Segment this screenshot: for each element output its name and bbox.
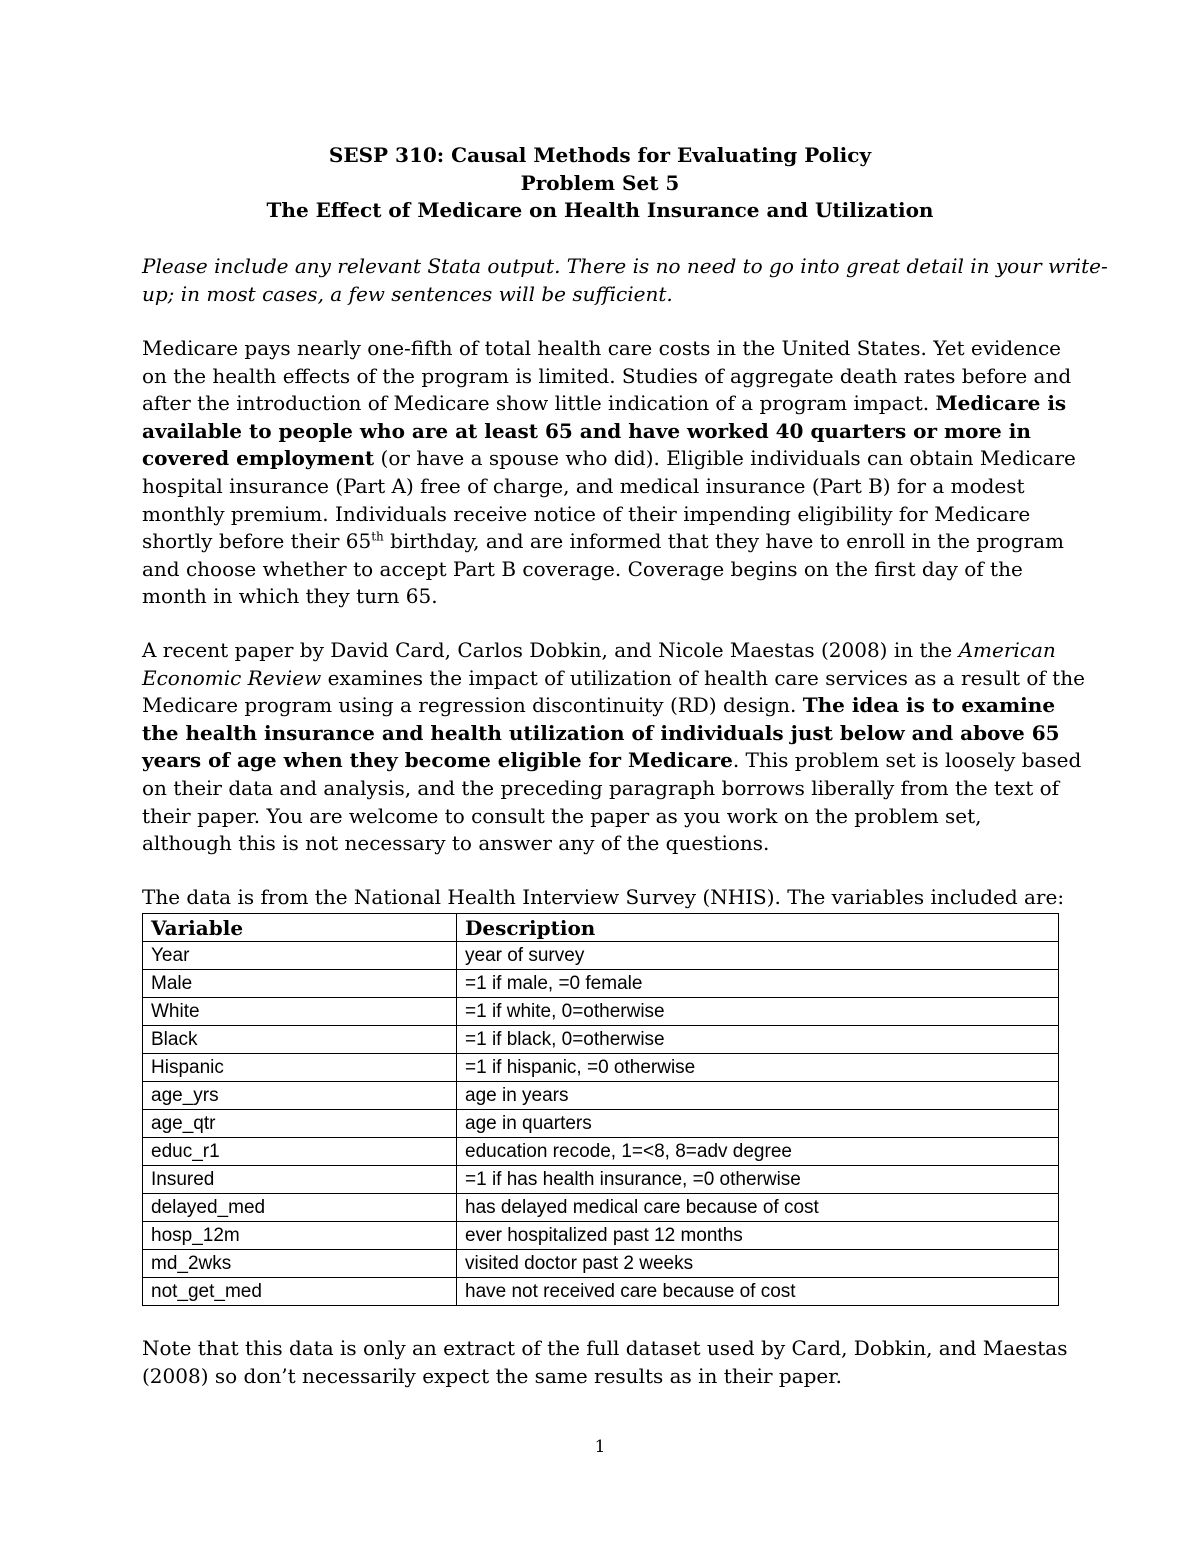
table-row bbox=[143, 942, 1059, 970]
table-row bbox=[143, 1222, 1059, 1250]
table-row bbox=[143, 970, 1059, 998]
paragraph-line: on their data and analysis, and the preceding paragraph borrows liberally from the text of bbox=[142, 775, 1060, 800]
table-row bbox=[143, 1278, 1059, 1306]
instructions-line: up; in most cases, a few sentences will be sufficient. bbox=[142, 281, 673, 306]
variable-cell: md_2wks bbox=[143, 1250, 457, 1278]
paper-description-paragraph bbox=[142, 637, 1085, 858]
paragraph-line: (2008) so don’t necessarily expect the same results as in their paper. bbox=[142, 1363, 842, 1388]
journal-name: American bbox=[958, 638, 1056, 662]
description-cell: age in years bbox=[457, 1082, 1059, 1110]
variable-cell: Hispanic bbox=[143, 1054, 457, 1082]
course-title: SESP 310: Causal Methods for Evaluating Policy bbox=[328, 143, 872, 167]
paragraph-line: hospital insurance (Part A) free of charge, and medical insurance (Part B) for a modest bbox=[142, 473, 1025, 498]
table-row bbox=[143, 1250, 1059, 1278]
variable-cell: Male bbox=[143, 970, 457, 998]
note-paragraph bbox=[142, 1335, 1068, 1390]
bold-text: years of age when they become eligible for Medicare bbox=[142, 748, 733, 773]
paragraph-line: A recent paper by David Card, Carlos Dobkin, and Nicole Maestas (2008) in the American bbox=[142, 638, 1056, 662]
variable-cell: age_qtr bbox=[143, 1110, 457, 1138]
variable-cell: age_yrs bbox=[143, 1082, 457, 1110]
variable-cell: educ_r1 bbox=[143, 1138, 457, 1166]
medicare-intro-paragraph bbox=[142, 335, 1076, 611]
problem-set-subtitle: The Effect of Medicare on Health Insurance and Utilization bbox=[266, 198, 934, 222]
paragraph-line: the health insurance and health utilization of individuals just below and above 65 bbox=[142, 720, 1060, 745]
variable-cell: Insured bbox=[143, 1166, 457, 1194]
table-row bbox=[143, 1166, 1059, 1194]
variable-cell: not_get_med bbox=[143, 1278, 457, 1306]
description-cell: age in quarters bbox=[457, 1110, 1059, 1138]
table-row bbox=[143, 998, 1059, 1026]
variable-cell: hosp_12m bbox=[143, 1222, 457, 1250]
paragraph-line: monthly premium. Individuals receive notice of their impending eligibility for Medicare bbox=[142, 501, 1031, 526]
paragraph-line: after the introduction of Medicare show little indication of a program impact. Medicare is bbox=[142, 391, 1067, 416]
paragraph-line: covered employment (or have a spouse who did). Eligible individuals can obtain Medicare bbox=[142, 446, 1076, 471]
variable-cell: Black bbox=[143, 1026, 457, 1054]
description-cell: have not received care because of cost bbox=[457, 1278, 1059, 1306]
description-cell: has delayed medical care because of cost bbox=[457, 1194, 1059, 1222]
title-block bbox=[0, 142, 1200, 225]
instructions-line: Please include any relevant Stata output. There is no need to go into great detail in your write- bbox=[142, 254, 1108, 278]
table-header-row bbox=[143, 914, 1059, 942]
paragraph-line: Medicare pays nearly one-fifth of total health care costs in the United States. Yet evidence bbox=[142, 336, 1061, 360]
table-row bbox=[143, 1026, 1059, 1054]
table-row bbox=[143, 1082, 1059, 1110]
table-row bbox=[143, 1110, 1059, 1138]
description-cell: visited doctor past 2 weeks bbox=[457, 1250, 1059, 1278]
paragraph-line: and choose whether to accept Part B coverage. Coverage begins on the first day of the bbox=[142, 556, 1023, 581]
description-cell: =1 if male, =0 female bbox=[457, 970, 1059, 998]
description-cell: =1 if hispanic, =0 otherwise bbox=[457, 1054, 1059, 1082]
bold-text: covered employment bbox=[142, 446, 375, 471]
paragraph-line: their paper. You are welcome to consult the paper as you work on the problem set, bbox=[142, 803, 982, 828]
column-header-variable: Variable bbox=[143, 914, 457, 942]
description-cell: education recode, 1=<8, 8=adv degree bbox=[457, 1138, 1059, 1166]
description-cell: =1 if black, 0=otherwise bbox=[457, 1026, 1059, 1054]
paragraph-line: Economic Review examines the impact of utilization of health care services as a result of the bbox=[142, 665, 1085, 690]
paragraph-line: on the health effects of the program is limited. Studies of aggregate death rates before and bbox=[142, 363, 1072, 388]
page-number: 1 bbox=[594, 1437, 606, 1457]
column-header-description: Description bbox=[457, 914, 1059, 942]
description-cell: =1 if has health insurance, =0 otherwise bbox=[457, 1166, 1059, 1194]
table-row bbox=[143, 1054, 1059, 1082]
instructions-paragraph bbox=[142, 253, 1108, 308]
paragraph-line: years of age when they become eligible for Medicare. This problem set is loosely based bbox=[142, 748, 1082, 773]
variable-cell: delayed_med bbox=[143, 1194, 457, 1222]
table-row bbox=[143, 1194, 1059, 1222]
table-row bbox=[143, 1138, 1059, 1166]
paragraph-line: Note that this data is only an extract of the full dataset used by Card, Dobkin, and Maestas bbox=[142, 1336, 1068, 1360]
bold-text: Medicare is bbox=[935, 391, 1067, 416]
variables-table bbox=[142, 913, 1059, 1306]
journal-name: Economic Review bbox=[142, 665, 322, 690]
paragraph-line: month in which they turn 65. bbox=[142, 584, 438, 609]
description-cell: =1 if white, 0=otherwise bbox=[457, 998, 1059, 1026]
paragraph-line: shortly before their 65th birthday, and are informed that they have to enroll in the program bbox=[142, 529, 1065, 554]
description-cell: ever hospitalized past 12 months bbox=[457, 1222, 1059, 1250]
variable-cell: White bbox=[143, 998, 457, 1026]
problem-set-title: Problem Set 5 bbox=[520, 170, 680, 195]
paragraph-line: Medicare program using a regression discontinuity (RD) design. The idea is to examine bbox=[142, 693, 1056, 718]
description-cell: year of survey bbox=[457, 942, 1059, 970]
superscript: th bbox=[371, 529, 384, 544]
bold-text: The idea is to examine bbox=[802, 693, 1056, 718]
variable-cell: Year bbox=[143, 942, 457, 970]
paragraph-line: although this is not necessary to answer any of the questions. bbox=[142, 831, 770, 856]
data-source-sentence: The data is from the National Health Interview Survey (NHIS). The variables included are: bbox=[142, 885, 1065, 909]
paragraph-line: available to people who are at least 65 and have worked 40 quarters or more in bbox=[142, 418, 1031, 443]
